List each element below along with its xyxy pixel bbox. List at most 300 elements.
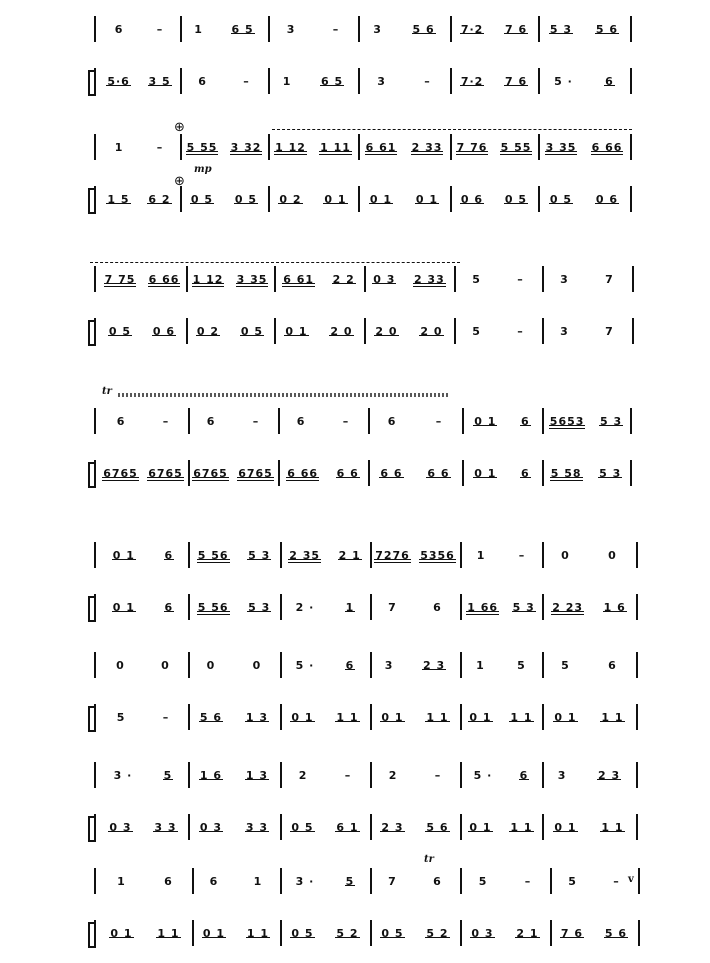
score-system	[0, 14, 710, 94]
note-group: 6	[209, 874, 219, 888]
note-group: 1 11	[320, 140, 351, 154]
note-group: 6765	[238, 466, 273, 480]
measure	[188, 760, 280, 790]
note-group: 5 2	[336, 926, 359, 940]
note-group: 0 1	[202, 926, 226, 940]
note-group: 1	[476, 658, 485, 672]
note-group: 6	[521, 414, 530, 428]
measure	[278, 406, 368, 436]
barline	[636, 814, 638, 840]
measure	[370, 540, 460, 570]
note-group: 6	[519, 768, 529, 782]
note-group: 5	[472, 324, 481, 338]
accompaniment-staff	[0, 918, 710, 948]
barline	[630, 68, 632, 94]
note-group: –	[518, 548, 526, 562]
note-group: 3 35	[236, 272, 268, 286]
melody-staff	[0, 406, 710, 436]
note-group: 6	[521, 466, 530, 480]
measure	[98, 760, 188, 790]
measure	[98, 592, 188, 622]
score-system	[0, 650, 710, 730]
note-group: 2 35	[289, 548, 321, 562]
note-group: 6	[608, 658, 617, 672]
barline	[94, 542, 96, 568]
measure	[98, 812, 188, 842]
note-group: 2 33	[413, 272, 445, 286]
barline	[94, 652, 96, 678]
measure	[550, 866, 638, 896]
accompaniment-staff	[0, 592, 710, 622]
measure	[188, 650, 280, 680]
measure	[538, 184, 630, 214]
note-group: 0 3	[109, 820, 132, 834]
note-group: 0 1	[474, 414, 497, 428]
barline	[94, 920, 96, 946]
measure	[454, 264, 542, 294]
coda-sign-icon: ⊕	[174, 120, 185, 135]
note-group: 2	[388, 768, 398, 782]
note-group: 0 6	[152, 324, 176, 338]
melody-staff	[0, 866, 710, 896]
note-group: 5 ·	[295, 658, 315, 672]
measure	[188, 592, 280, 622]
measure	[186, 264, 274, 294]
note-group: 0 3	[373, 272, 396, 286]
note-group: 5 3	[248, 548, 271, 562]
note-group: 1 66	[467, 600, 499, 614]
measure	[460, 650, 542, 680]
measure	[364, 264, 454, 294]
note-group: 5	[568, 874, 577, 888]
barline	[636, 652, 638, 678]
note-group: 2 3	[423, 658, 446, 672]
note-group: 5	[116, 710, 126, 724]
note-group: 3 35	[545, 140, 577, 154]
accompaniment-staff	[0, 812, 710, 842]
measure	[186, 316, 274, 346]
measure	[460, 812, 542, 842]
measure	[460, 866, 550, 896]
note-group: 0 5	[504, 192, 528, 206]
measure	[542, 760, 636, 790]
measure	[180, 66, 268, 96]
barline	[630, 408, 632, 434]
measure	[450, 132, 538, 162]
measure	[370, 650, 460, 680]
melody-staff	[0, 760, 710, 790]
note-group: 0	[608, 548, 617, 562]
note-group: 0 5	[291, 820, 314, 834]
note-group: 2 2	[332, 272, 355, 286]
note-group: –	[424, 74, 431, 88]
measure	[542, 592, 636, 622]
note-group: 6 66	[287, 466, 319, 480]
measure	[460, 540, 542, 570]
note-group: 0 1	[291, 710, 314, 724]
melody-staff	[0, 132, 710, 162]
measure	[450, 184, 538, 214]
barline	[638, 920, 640, 946]
note-group: 3	[560, 324, 569, 338]
note-group: –	[435, 414, 443, 428]
note-group: 6	[206, 414, 216, 428]
measure	[180, 14, 268, 44]
note-group: 5 6	[595, 22, 619, 36]
barline	[94, 68, 96, 94]
note-group: 6 6	[427, 466, 450, 480]
note-group: 7	[605, 324, 614, 338]
score-system	[0, 540, 710, 620]
coda-sign-icon: ⊕	[174, 174, 185, 189]
barline	[94, 814, 96, 840]
barline	[632, 318, 634, 344]
note-group: 7·2	[460, 74, 484, 88]
note-group: 0 1	[554, 710, 577, 724]
trill-mark: tr	[102, 386, 112, 397]
note-group: 1 1	[510, 710, 533, 724]
measure	[370, 918, 460, 948]
melody-staff	[0, 540, 710, 570]
note-group: 6 61	[283, 272, 315, 286]
melody-staff	[0, 650, 710, 680]
melody-staff	[0, 264, 710, 294]
score-system	[0, 264, 710, 344]
note-group: 5	[472, 272, 481, 286]
note-group: 7·2	[460, 22, 484, 36]
measure	[538, 14, 630, 44]
note-group: 6 66	[148, 272, 180, 286]
barline	[94, 16, 96, 42]
breath-mark: v	[628, 874, 634, 885]
octave-dashed-line	[90, 262, 460, 263]
note-group: 3 ·	[113, 768, 133, 782]
note-group: 1 1	[157, 926, 180, 940]
note-group: 6 1	[336, 820, 359, 834]
measure	[358, 132, 450, 162]
accompaniment-staff	[0, 458, 710, 488]
measure	[454, 316, 542, 346]
note-group: 1	[282, 74, 292, 88]
note-group: 6	[345, 658, 355, 672]
note-group: –	[156, 140, 164, 154]
trill-mark: tr	[424, 854, 434, 865]
note-group: –	[252, 414, 260, 428]
trill-wave-line	[118, 393, 448, 397]
note-group: 0	[561, 548, 570, 562]
measure	[278, 458, 368, 488]
measure	[268, 14, 358, 44]
barline	[630, 460, 632, 486]
measure	[460, 760, 542, 790]
measure	[98, 264, 186, 294]
note-group: 0 1	[474, 466, 497, 480]
note-group: 1 3	[245, 768, 269, 782]
note-group: 0 1	[324, 192, 347, 206]
note-group: 5 2	[426, 926, 449, 940]
barline	[94, 460, 96, 486]
measure	[370, 592, 460, 622]
measure	[280, 760, 370, 790]
measure	[98, 132, 180, 162]
note-group: 6 66	[591, 140, 623, 154]
note-group: 6	[164, 874, 173, 888]
note-group: 2 0	[375, 324, 398, 338]
measure	[98, 184, 180, 214]
note-group: 6	[114, 22, 124, 36]
barline	[94, 594, 96, 620]
measure	[98, 866, 192, 896]
note-group: 0 1	[469, 710, 492, 724]
note-group: 0 6	[595, 192, 619, 206]
note-group: 2	[298, 768, 308, 782]
measure	[542, 702, 636, 732]
barline	[94, 704, 96, 730]
barline	[638, 868, 640, 894]
measure	[280, 812, 370, 842]
note-group: 3	[286, 22, 296, 36]
measure	[280, 592, 370, 622]
note-group: 5	[517, 658, 526, 672]
measure	[358, 184, 450, 214]
note-group: 2 ·	[295, 600, 315, 614]
barline	[94, 762, 96, 788]
measure	[98, 458, 188, 488]
note-group: 6 6	[336, 466, 359, 480]
measure	[192, 866, 280, 896]
note-group: –	[434, 768, 442, 782]
barline	[636, 542, 638, 568]
note-group: 7	[605, 272, 614, 286]
barline	[94, 318, 96, 344]
note-group: 6765	[148, 466, 183, 480]
note-group: 2 1	[516, 926, 539, 940]
note-group: 6	[433, 874, 442, 888]
accompaniment-staff	[0, 316, 710, 346]
note-group: 5 56	[197, 600, 229, 614]
note-group: 6	[605, 74, 614, 88]
note-group: 6	[387, 414, 397, 428]
measure	[274, 264, 364, 294]
measure	[542, 540, 636, 570]
measure	[450, 14, 538, 44]
note-group: 5 ·	[473, 768, 493, 782]
note-group: 1	[114, 140, 124, 154]
note-group: 7 75	[104, 272, 136, 286]
score-system	[0, 406, 710, 486]
note-group: 0 1	[110, 926, 133, 940]
note-group: 0 1	[381, 710, 404, 724]
note-group: 0 3	[471, 926, 494, 940]
measure	[370, 866, 460, 896]
note-group: 5 3	[600, 414, 623, 428]
dynamic-mp: mp	[194, 164, 212, 175]
note-group: 5	[345, 874, 355, 888]
measure	[98, 66, 180, 96]
note-group: 6765	[193, 466, 228, 480]
note-group: 0 3	[199, 820, 223, 834]
accompaniment-staff	[0, 66, 710, 96]
note-group: 7 76	[456, 140, 488, 154]
note-group: 1	[476, 548, 486, 562]
barline	[94, 868, 96, 894]
note-group: 1 3	[245, 710, 269, 724]
note-group: 1 1	[510, 820, 533, 834]
measure	[98, 702, 188, 732]
barline	[632, 266, 634, 292]
measure	[462, 406, 542, 436]
note-group: –	[162, 414, 170, 428]
note-group: 0 2	[196, 324, 220, 338]
barline	[94, 266, 96, 292]
measure	[98, 14, 180, 44]
note-group: 5 ·	[554, 74, 573, 88]
measure	[188, 458, 278, 488]
note-group: 5·6	[107, 74, 130, 88]
note-group: 5	[561, 658, 570, 672]
score-system	[0, 760, 710, 840]
score-system	[0, 132, 710, 212]
note-group: –	[517, 324, 524, 338]
note-group: 0 2	[279, 192, 302, 206]
barline	[94, 408, 96, 434]
note-group: –	[342, 414, 350, 428]
note-group: 6	[433, 600, 442, 614]
note-group: –	[344, 768, 352, 782]
measure	[550, 918, 638, 948]
measure	[268, 184, 358, 214]
note-group: 5 6	[604, 926, 628, 940]
note-group: 5 6	[426, 820, 449, 834]
note-group: 1	[194, 22, 203, 36]
measure	[450, 66, 538, 96]
note-group: 2 33	[411, 140, 443, 154]
note-group: 5 3	[248, 600, 271, 614]
measure	[358, 66, 450, 96]
measure	[180, 132, 268, 162]
note-group: 6	[198, 74, 207, 88]
measure	[542, 812, 636, 842]
note-group: 0	[206, 658, 216, 672]
measure	[280, 540, 370, 570]
note-group: 5356	[420, 548, 455, 562]
measure	[98, 650, 188, 680]
measure	[280, 918, 370, 948]
measure	[460, 918, 550, 948]
note-group: 7 6	[505, 22, 528, 36]
measure	[280, 866, 370, 896]
measure	[538, 132, 630, 162]
note-group: 2 23	[552, 600, 584, 614]
note-group: 5	[163, 768, 173, 782]
note-group: 3 5	[148, 74, 171, 88]
note-group: –	[524, 874, 532, 888]
measure	[98, 406, 188, 436]
measure	[188, 540, 280, 570]
note-group: 5 3	[512, 600, 535, 614]
note-group: 5 6	[199, 710, 223, 724]
note-group: 3	[557, 768, 567, 782]
note-group: 7276	[375, 548, 410, 562]
note-group: –	[332, 22, 340, 36]
barline	[630, 186, 632, 212]
note-group: 2 3	[381, 820, 404, 834]
barline	[94, 134, 96, 160]
note-group: 0 1	[112, 600, 135, 614]
note-group: 1	[117, 874, 126, 888]
note-group: 1	[345, 600, 355, 614]
measure	[280, 650, 370, 680]
note-group: 0 1	[469, 820, 492, 834]
note-group: 0 6	[460, 192, 484, 206]
measure	[180, 184, 268, 214]
measure	[188, 406, 278, 436]
measure	[462, 458, 542, 488]
note-group: 2 0	[330, 324, 353, 338]
note-group: 1 1	[336, 710, 359, 724]
note-group: 0 1	[112, 548, 135, 562]
measure	[192, 918, 280, 948]
note-group: 1 12	[275, 140, 306, 154]
note-group: 6 5	[231, 22, 254, 36]
note-group: 0 5	[108, 324, 132, 338]
measure	[280, 702, 370, 732]
note-group: 0	[161, 658, 170, 672]
note-group: 5 3	[599, 466, 622, 480]
note-group: 0 1	[415, 192, 439, 206]
barline	[636, 594, 638, 620]
note-group: 5 3	[549, 22, 573, 36]
note-group: 3 32	[230, 140, 262, 154]
note-group: 7 6	[505, 74, 528, 88]
octave-dashed-line	[272, 129, 632, 130]
barline	[636, 762, 638, 788]
measure	[358, 14, 450, 44]
note-group: 5 56	[197, 548, 229, 562]
note-group: 3 3	[154, 820, 177, 834]
note-group: 1	[253, 874, 263, 888]
note-group: 3	[560, 272, 569, 286]
measure	[188, 812, 280, 842]
measure	[268, 132, 358, 162]
note-group: 2 0	[420, 324, 443, 338]
note-group: 1 1	[601, 820, 624, 834]
measure	[98, 918, 192, 948]
note-group: 6765	[103, 466, 138, 480]
measure	[370, 760, 460, 790]
note-group: 6	[296, 414, 306, 428]
note-group: 7 6	[560, 926, 584, 940]
note-group: 0 1	[285, 324, 308, 338]
note-group: 0	[116, 658, 125, 672]
note-group: 5 55	[186, 140, 218, 154]
note-group: 1 1	[246, 926, 270, 940]
measure	[542, 316, 632, 346]
note-group: 0 1	[369, 192, 393, 206]
measure	[98, 316, 186, 346]
note-group: 6	[116, 414, 126, 428]
score-system	[0, 866, 710, 946]
barline	[94, 186, 96, 212]
note-group: 6	[164, 548, 174, 562]
note-group: 3 3	[245, 820, 269, 834]
note-group: –	[162, 710, 170, 724]
measure	[460, 702, 542, 732]
note-group: 0 1	[554, 820, 577, 834]
note-group: 6 61	[365, 140, 397, 154]
measure	[542, 650, 636, 680]
note-group: 1 12	[192, 272, 224, 286]
